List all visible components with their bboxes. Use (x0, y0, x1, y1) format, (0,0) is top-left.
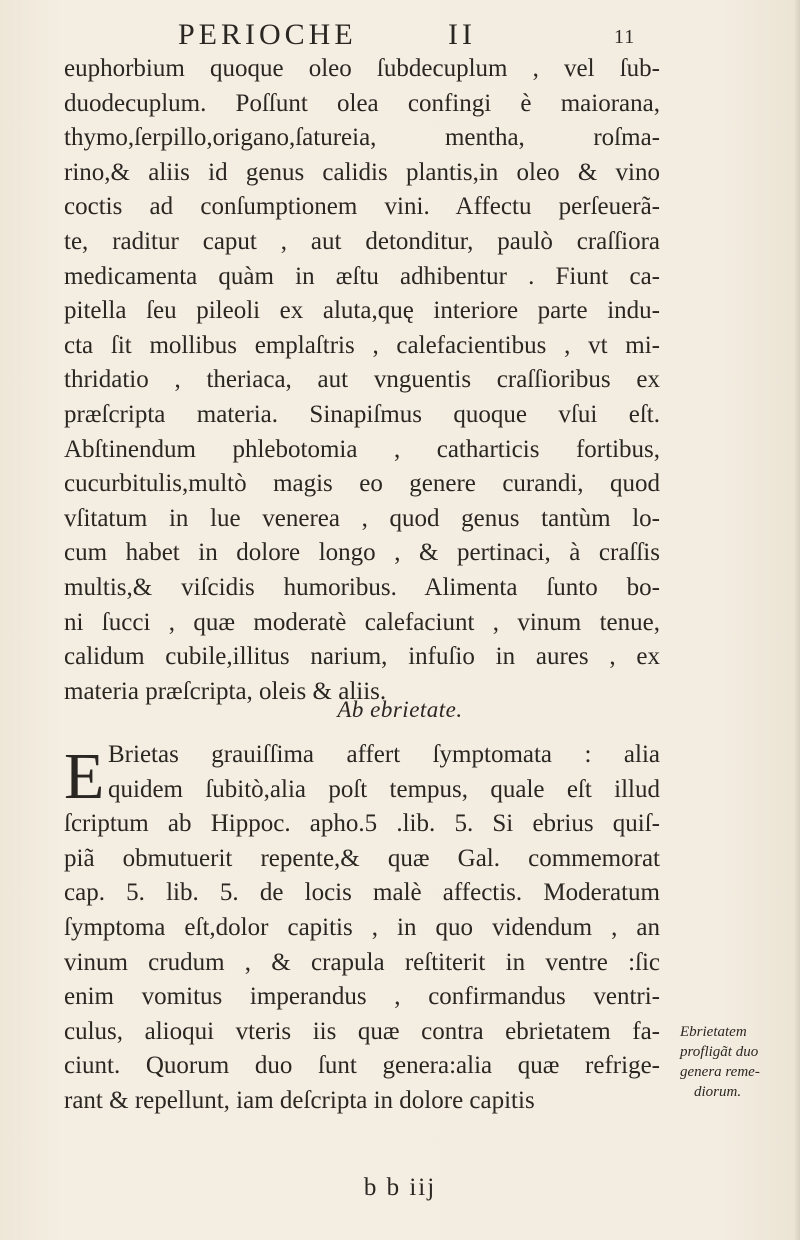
text-line: multis,& viſcidis humoribus. Alimenta ſunto bo- (64, 573, 660, 601)
text-line: præſcripta materia. Sinapiſmus quoque vſui eſt. (64, 400, 660, 428)
text-line: piã obmutuerit repente,& quæ Gal. commemorat (64, 844, 660, 872)
paragraph-1 (64, 52, 660, 709)
text-line: calidum cubile,illitus narium, infuſio in aures , ex (64, 643, 660, 671)
text-line: medicamenta quàm in æſtu adhibentur . Fiunt ca- (64, 262, 660, 290)
text-line: thridatio , theriaca, aut vnguentis craſſioribus ex (64, 366, 660, 394)
text-line: duodecuplum. Poſſunt olea confingi è maiorana, (64, 89, 660, 117)
text-line: cucurbitulis,multò magis eo genere curandi, quod (64, 470, 660, 498)
text-line: Abſtinendum phlebotomia , catharticis fortibus, (64, 435, 660, 463)
text-line: cum habet in dolore longo , & pertinaci, à craſſis (64, 539, 660, 567)
text-line: enim vomitus imperandus , confirmandus ventri- (64, 983, 660, 1011)
page-number: 11 (614, 26, 636, 48)
section-heading: Ab ebrietate. (337, 697, 463, 722)
text-line: vſitatum in lue venerea , quod genus tantùm lo- (64, 504, 660, 532)
text-line: materia præſcripta, oleis & aliis. (64, 677, 387, 705)
marginal-note-line: Ebrietatem (680, 1024, 747, 1040)
marginal-note (680, 1022, 792, 1102)
printer-signature-mark: b b iij (363, 1174, 437, 1201)
text-line: Brietas grauiſſima affert ſymptomata : alia (108, 741, 660, 768)
text-line: quidem ſubitò,alia poſt tempus, quale eſt illud (108, 775, 660, 803)
text-line: euphorbium quoque oleo ſubdecuplum , vel ſub- (64, 55, 660, 82)
text-line: vinum crudum , & crapula reſtiterit in ventre :ſic (64, 948, 660, 976)
text-line: ſymptoma eſt,dolor capitis , in quo videndum , an (64, 913, 660, 941)
drop-cap-initial: E (64, 740, 105, 813)
paragraph-2 (64, 738, 660, 1119)
text-line: culus, alioqui vteris iis quæ contra ebrietatem fa- (64, 1017, 660, 1045)
text-line: ni ſucci , quæ moderatè calefaciunt , vinum tenue, (64, 608, 660, 636)
text-line: coctis ad conſumptionem vini. Affectu perſeuerã- (64, 193, 660, 221)
text-line: rant & repellunt, iam deſcripta in dolore capitis (64, 1086, 535, 1114)
text-line: cap. 5. lib. 5. de locis malè affectis. Moderatum (64, 879, 660, 907)
text-line: cta ſit mollibus emplaſtris , calefacientibus , vt mi- (64, 331, 660, 359)
text-line: te, raditur caput , aut detonditur, paulò craſſiora (64, 227, 660, 255)
running-head-title: PERIOCHE (178, 18, 357, 51)
text-line: thymo,ſerpillo,origano,ſatureia, mentha, roſma- (64, 124, 660, 152)
running-head-section-number: II (448, 18, 476, 51)
text-line: ſcriptum ab Hippoc. apho.5 .lib. 5. Si ebrius quiſ- (64, 810, 660, 838)
page-edge-shadow (794, 0, 800, 1240)
text-line: rino,& aliis id genus calidis plantis,in oleo & vino (64, 158, 660, 186)
text-line: pitella ſeu pileoli ex aluta,quę interiore parte indu- (64, 297, 660, 325)
marginal-note-line: genera reme- (680, 1064, 760, 1080)
marginal-note-line: diorum. (694, 1084, 742, 1100)
marginal-note-line: profligãt duo (680, 1044, 759, 1060)
text-line: ciunt. Quorum duo ſunt genera:alia quæ refrige- (64, 1052, 660, 1080)
